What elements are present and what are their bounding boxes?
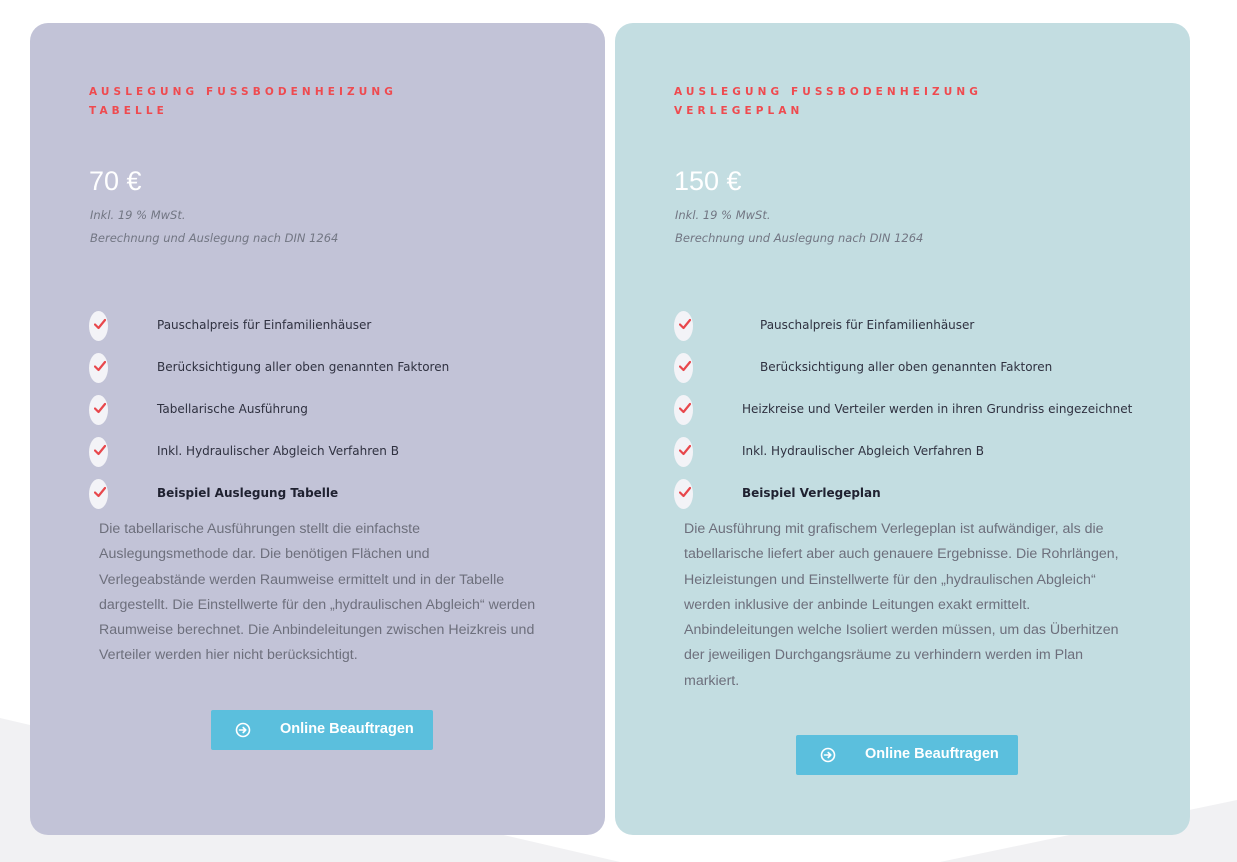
calc-note: Berechnung und Auslegung nach DIN 1264 bbox=[90, 231, 339, 245]
example-link[interactable]: Beispiel Verlegeplan bbox=[742, 486, 881, 500]
card-description: Die Ausführung mit grafischem Verlegeplan ist aufwändiger, als die tabellarische liefert aber auch genauere Ergebnisse. Die Rohrlängen, Heizleistungen und Einstellwerte für den „hydraulischen Abgleich“ werden inklusive der anbinde Leitungen exakt ermittelt. Anbindeleitungen welche Isoliert werden müssen, um das Überhitzen der jeweiligen Durchgangsräume zu verhindern werden im Plan markiert. bbox=[684, 521, 1119, 689]
card-title: AUSLEGUNG FUSSBODENHEIZUNG VERLEGEPLAN bbox=[674, 86, 982, 117]
feature-item bbox=[89, 353, 599, 395]
feature-label: Inkl. Hydraulischer Abgleich Verfahren B bbox=[742, 444, 984, 458]
tax-note: Inkl. 19 % MwSt. bbox=[90, 208, 186, 222]
button-label: Online Beauftragen bbox=[865, 746, 999, 762]
pricing-card-plan bbox=[615, 23, 1190, 835]
feature-item bbox=[674, 353, 1184, 395]
order-online-button[interactable] bbox=[796, 735, 1018, 775]
card-description: Die tabellarische Ausführungen stellt die einfachste Auslegungsmethode dar. Die benötigen Flächen und Verlegeabstände werden Raumweise ermittelt und in der Tabelle dargestellt. Die Einstellwerte für den „hydraulischen Abgleich“ werden Raumweise berechnet. Die Anbindeleitungen zwischen Heizkreis und Verteiler werden hier nicht berücksichtigt. bbox=[99, 521, 536, 664]
price: 150 € bbox=[674, 166, 742, 196]
feature-item-example[interactable] bbox=[89, 479, 599, 521]
card-title: AUSLEGUNG FUSSBODENHEIZUNG TABELLE bbox=[89, 86, 397, 117]
feature-label: Heizkreise und Verteiler werden in ihren Grundriss eingezeichnet bbox=[742, 402, 1133, 416]
arrow-circle-right-icon bbox=[820, 747, 836, 763]
feature-list bbox=[674, 311, 1184, 521]
pricing-card-table bbox=[30, 23, 605, 835]
price: 70 € bbox=[89, 166, 142, 196]
feature-item bbox=[89, 437, 599, 479]
check-icon bbox=[89, 353, 108, 383]
feature-item bbox=[674, 395, 1184, 437]
calc-note: Berechnung und Auslegung nach DIN 1264 bbox=[675, 231, 924, 245]
check-icon bbox=[674, 479, 693, 509]
feature-item bbox=[674, 311, 1184, 353]
feature-label: Pauschalpreis für Einfamilienhäuser bbox=[157, 318, 372, 332]
feature-item bbox=[89, 395, 599, 437]
check-icon bbox=[89, 479, 108, 509]
feature-item bbox=[674, 437, 1184, 479]
feature-label: Pauschalpreis für Einfamilienhäuser bbox=[760, 318, 975, 332]
check-icon bbox=[89, 311, 108, 341]
check-icon bbox=[89, 395, 108, 425]
feature-item bbox=[89, 311, 599, 353]
arrow-circle-right-icon bbox=[235, 722, 251, 738]
check-icon bbox=[674, 395, 693, 425]
example-link[interactable]: Beispiel Auslegung Tabelle bbox=[157, 486, 339, 500]
feature-label: Berücksichtigung aller oben genannten Faktoren bbox=[157, 360, 450, 374]
check-icon bbox=[674, 437, 693, 467]
tax-note: Inkl. 19 % MwSt. bbox=[675, 208, 771, 222]
check-icon bbox=[674, 311, 693, 341]
check-icon bbox=[674, 353, 693, 383]
feature-label: Berücksichtigung aller oben genannten Faktoren bbox=[760, 360, 1053, 374]
feature-list bbox=[89, 311, 599, 521]
button-label: Online Beauftragen bbox=[280, 721, 414, 737]
feature-label: Tabellarische Ausführung bbox=[157, 402, 308, 416]
feature-label: Inkl. Hydraulischer Abgleich Verfahren B bbox=[157, 444, 399, 458]
feature-item-example[interactable] bbox=[674, 479, 1184, 521]
order-online-button[interactable] bbox=[211, 710, 433, 750]
check-icon bbox=[89, 437, 108, 467]
